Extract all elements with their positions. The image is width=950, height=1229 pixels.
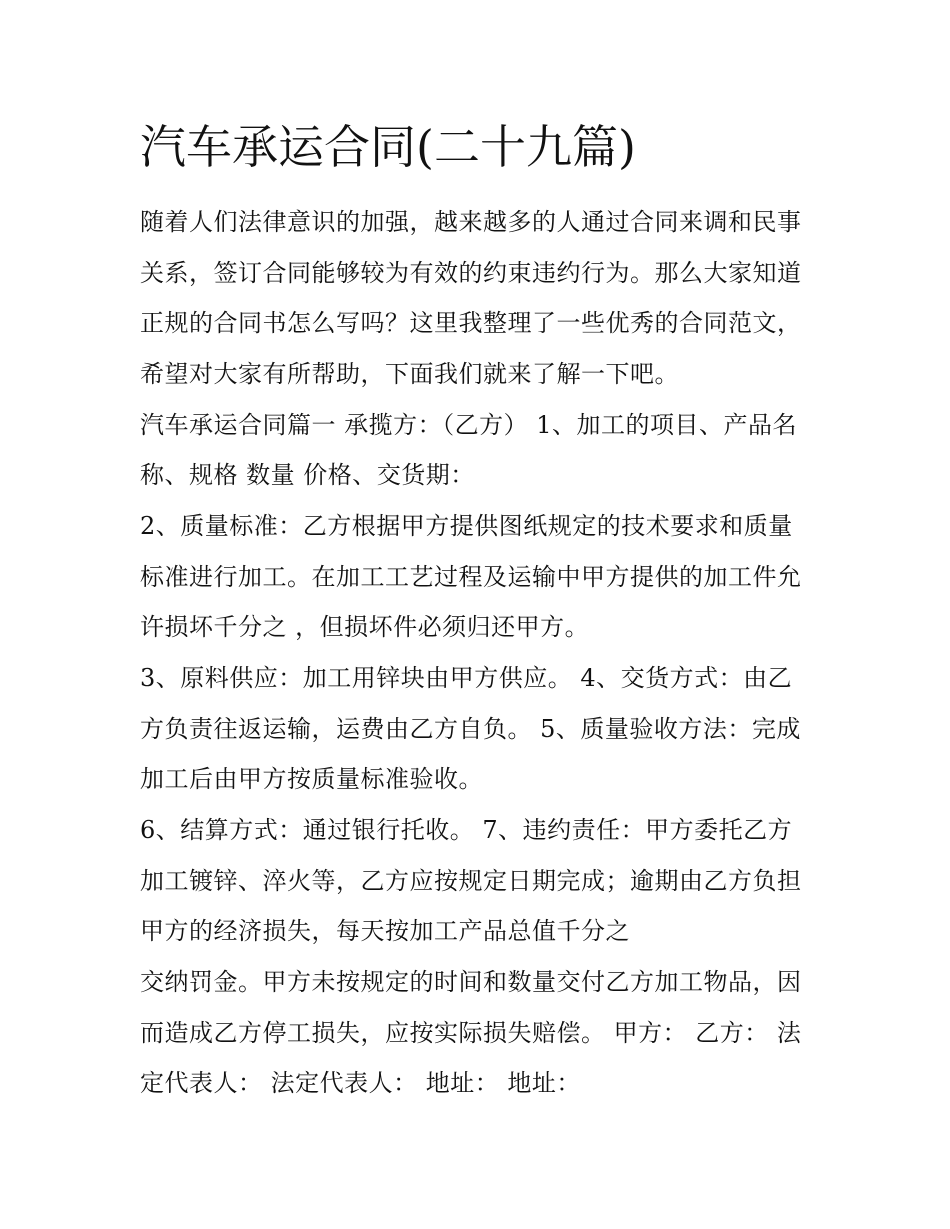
- body-line: 3、原料供应：加工用锌块由甲方供应。 4、交货方式：由乙: [140, 664, 793, 692]
- body-line: 希望对大家有所帮助，下面我们就来了解一下吧。: [140, 360, 679, 388]
- body-line: 定代表人： 法定代表人： 地址： 地址：: [140, 1069, 581, 1097]
- body-line: 交纳罚金。甲方未按规定的时间和数量交付乙方加工物品，因: [140, 968, 802, 996]
- body-line: 标准进行加工。在加工工艺过程及运输中甲方提供的加工件允: [140, 563, 802, 591]
- body-line: 汽车承运合同篇一 承揽方：（乙方） 1、加工的项目、产品名: [140, 411, 798, 439]
- body-line: 而造成乙方停工损失，应按实际损失赔偿。 甲方： 乙方： 法: [140, 1019, 802, 1047]
- body-line: 关系，签订合同能够较为有效的约束违约行为。那么大家知道: [140, 259, 802, 287]
- body-line: 方负责往返运输，运费由乙方自负。 5、质量验收方法：完成: [140, 715, 801, 743]
- body-line: 正规的合同书怎么写吗？这里我整理了一些优秀的合同范文，: [140, 309, 802, 337]
- body-line: 加工后由甲方按质量标准验收。: [140, 765, 483, 793]
- body-line: 许损坏千分之 ，但损坏件必须归还甲方。: [140, 613, 590, 641]
- body-line: 称、规格 数量 价格、交货期：: [140, 461, 475, 489]
- document-title: 汽车承运合同(二十九篇): [140, 120, 636, 174]
- body-line: 随着人们法律意识的加强，越来越多的人通过合同来调和民事: [140, 208, 802, 236]
- body-line: 6、结算方式：通过银行托收。 7、违约责任：甲方委托乙方: [140, 816, 793, 844]
- body-line: 加工镀锌、淬火等，乙方应按规定日期完成；逾期由乙方负担: [140, 867, 802, 895]
- body-line: 甲方的经济损失，每天按加工产品总值千分之: [140, 917, 630, 945]
- body-line: 2、质量标准：乙方根据甲方提供图纸规定的技术要求和质量: [140, 512, 793, 540]
